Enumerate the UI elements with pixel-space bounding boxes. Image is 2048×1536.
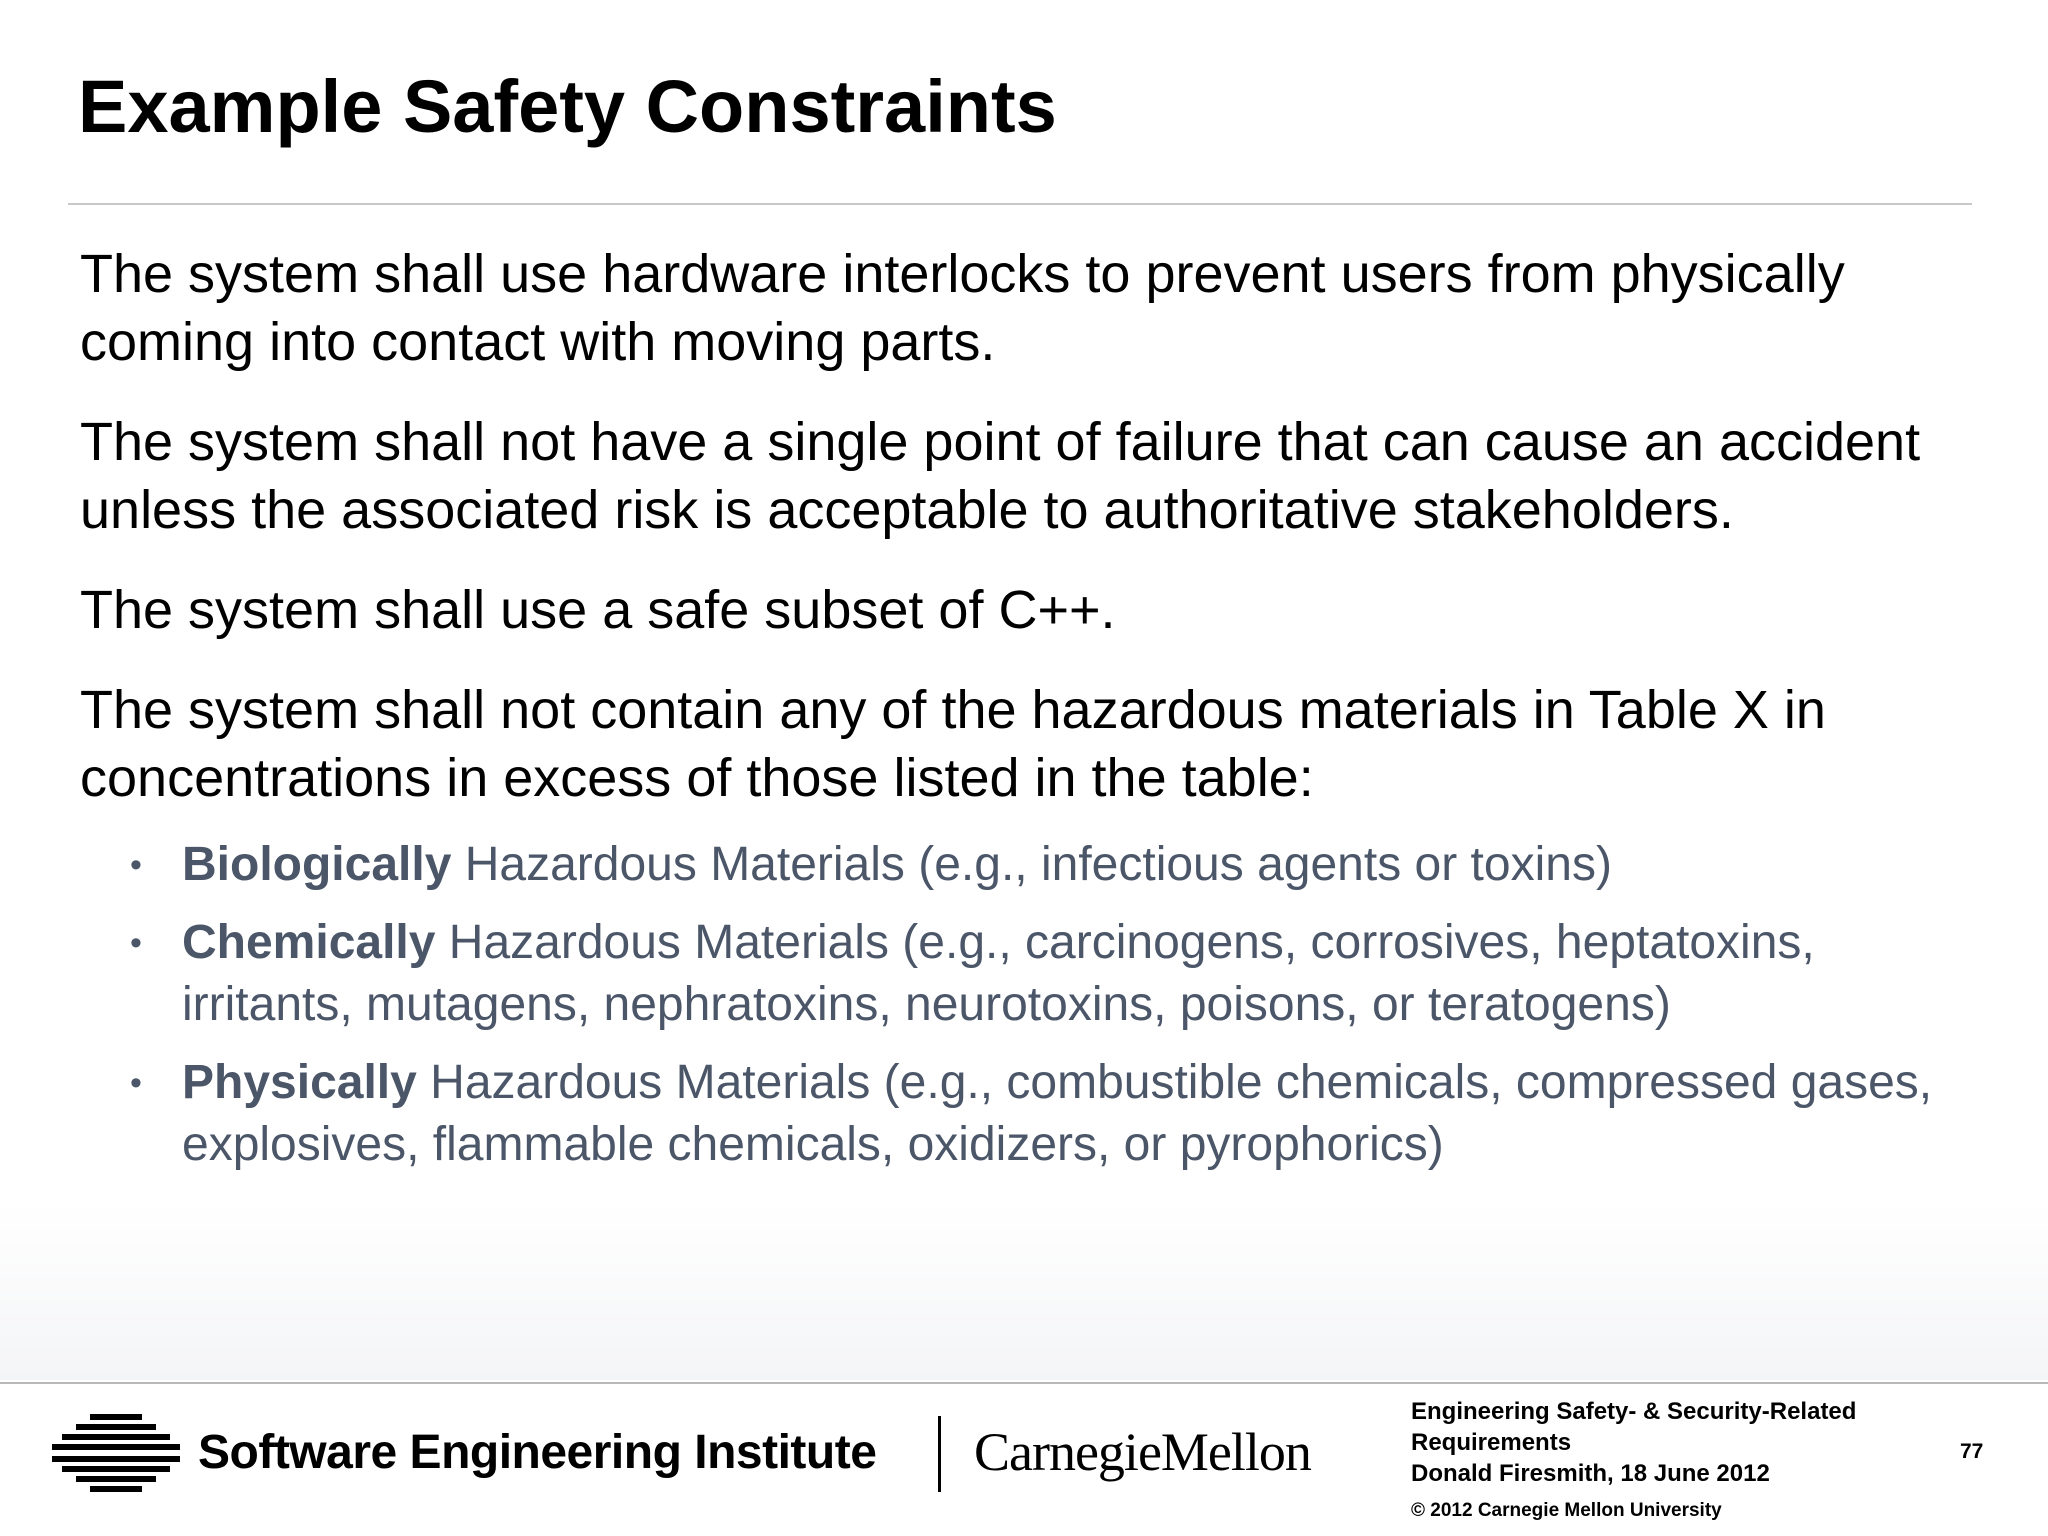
- list-item: [80, 912, 1980, 1036]
- cmu-wordmark: CarnegieMellon: [974, 1422, 1311, 1482]
- list-item: [80, 834, 1980, 896]
- list-item: [80, 1052, 1980, 1176]
- presentation-title: Engineering Safety- & Security-Related Requirements: [1411, 1398, 1857, 1456]
- bullet-text: Hazardous Materials (e.g., carcinogens, corrosives, heptatoxins, irritants, mutagens, nephratoxins, neurotoxins, poisons, or teratogens): [182, 916, 1815, 1031]
- footer-background: [0, 1200, 2048, 1380]
- paragraph-hazardous-materials: The system shall not contain any of the hazardous materials in Table X in concentrations in excess of those listed in the table:: [80, 680, 1826, 808]
- bullet-icon: •: [130, 1064, 142, 1102]
- bullet-keyword: Biologically: [182, 838, 452, 891]
- slide-title: Example Safety Constraints: [78, 65, 1057, 148]
- bullet-icon: •: [130, 846, 142, 884]
- sei-name: Software Engineering Institute: [198, 1426, 877, 1479]
- title-divider: [68, 203, 1972, 205]
- copyright: © 2012 Carnegie Mellon University: [1411, 1500, 1722, 1521]
- paragraph-single-point-failure: The system shall not have a single point of failure that can cause an accident unless the associated risk is acceptable to authoritative stakeholders.: [80, 412, 1921, 540]
- paragraph-safe-subset: The system shall use a safe subset of C++.: [80, 580, 1116, 640]
- bullet-text: Hazardous Materials (e.g., combustible chemicals, compressed gases, explosives, flammable chemicals, oxidizers, or pyrophorics): [182, 1056, 1933, 1171]
- bullet-icon: •: [130, 924, 142, 962]
- presenter-date: Donald Firesmith, 18 June 2012: [1411, 1460, 1770, 1487]
- page-number: 77: [1960, 1440, 1984, 1463]
- sei-logo-icon: [52, 1414, 180, 1494]
- footer-divider: [0, 1382, 2048, 1384]
- bullet-keyword: Chemically: [182, 916, 436, 969]
- hazardous-materials-list: [80, 834, 1980, 1176]
- logo-divider: [938, 1416, 941, 1492]
- bullet-text: Hazardous Materials (e.g., infectious agents or toxins): [451, 838, 1612, 891]
- footer-info: [1411, 1396, 1931, 1526]
- slide-content: [80, 240, 1980, 1192]
- paragraph-hardware-interlocks: The system shall use hardware interlocks to prevent users from physically coming into contact with moving parts.: [80, 244, 1845, 372]
- bullet-keyword: Physically: [182, 1056, 417, 1109]
